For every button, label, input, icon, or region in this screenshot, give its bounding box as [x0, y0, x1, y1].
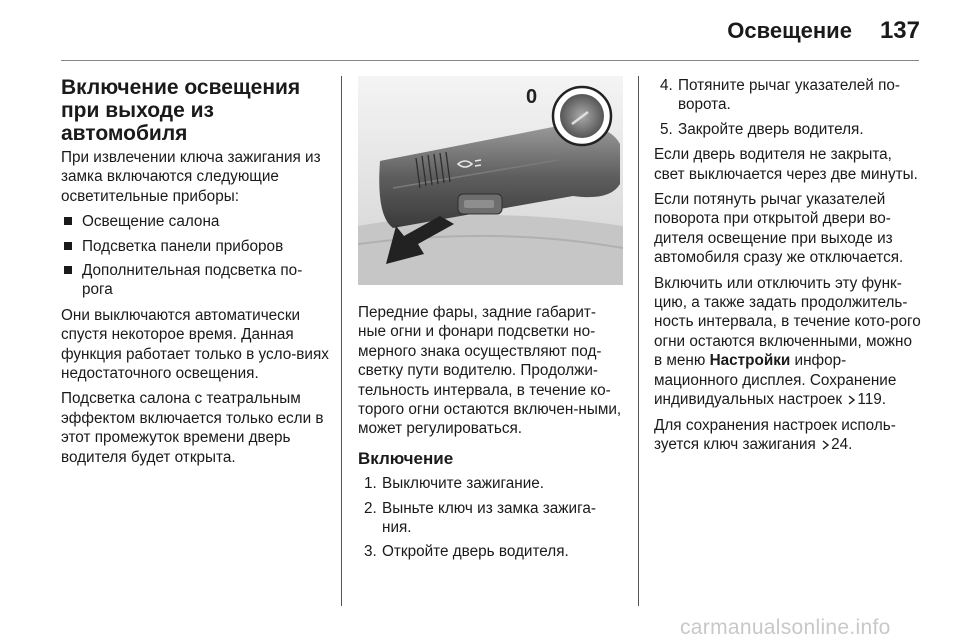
paragraph: Подсветка салона с театральным эффектом включается только если в этот промежуток времени дверь водителя будет открыта.	[61, 390, 324, 466]
watermark: carmanualsonline.info	[680, 616, 891, 639]
paragraph: Для сохранения настроек исполь-зуется ключ зажигания 24.	[654, 416, 896, 453]
turn-signal-lever-illustration	[358, 76, 623, 285]
page-number: 137	[879, 17, 920, 44]
list-item: Освещение салона	[61, 212, 329, 231]
square-bullet-icon	[64, 217, 72, 225]
column-right	[654, 76, 924, 460]
list-item: 2. Выньте ключ из замка зажига-ния.	[364, 499, 596, 537]
header-divider	[61, 60, 919, 61]
intro-paragraph: При извлечении ключа зажигания из замка включаются следующие осветительные приборы:	[61, 149, 321, 205]
list-item: Дополнительная подсветка по-рога	[61, 261, 329, 300]
paragraph: Включить или отключить эту функ-цию, а также задать продолжитель-ность интервала, в течение кото-рого огни остаются включенными, можно в меню Настройки инфор-мационного дисплея. Сохранение индивидуальных настроек 119.	[654, 274, 921, 409]
page-reference-icon	[848, 395, 855, 405]
lights-list	[61, 212, 329, 300]
page-reference[interactable]: 119.	[857, 391, 886, 409]
paragraph: Они выключаются автоматически спустя некоторое время. Данная функция работает только в усло-виях недостаточного освещения.	[61, 306, 329, 383]
heading-line: при выходе из	[61, 99, 214, 122]
list-item: 1. Выключите зажигание.	[364, 475, 545, 493]
list-item: 5. Закройте дверь водителя.	[660, 120, 864, 138]
paragraph: Если дверь водителя не закрыта, свет выключается через две минуты.	[654, 146, 918, 183]
subsection-heading: Включение	[358, 448, 454, 468]
heading-line: Включение освещения	[61, 76, 301, 99]
page-reference-icon	[822, 440, 829, 450]
square-bullet-icon	[64, 266, 72, 274]
list-item: 3. Откройте дверь водителя.	[364, 543, 569, 561]
square-bullet-icon	[64, 242, 72, 250]
menu-name: Настройки	[709, 352, 791, 370]
header-title: Освещение	[727, 18, 852, 43]
paragraph: Если потянуть рычаг указателей поворота при открытой двери во-дителя освещение при выходе из автомобиля сразу же отключается.	[654, 191, 904, 267]
page-header	[727, 14, 920, 48]
steps-list	[358, 474, 623, 562]
section-heading	[61, 76, 329, 145]
steps-list-continued	[654, 76, 924, 139]
paragraph: Передние фары, задние габарит-ные огни и фонари подсветки но-мерного знака осуществляют под-светку пути водителю. Продолжи-тельность интервала, в течение ко-торого огни остаются включен-ными, может регулироваться.	[358, 304, 622, 438]
list-item: Подсветка панели приборов	[61, 237, 329, 256]
column-middle	[358, 76, 623, 568]
list-item: 4. Потяните рычаг указателей по-ворота.	[660, 77, 900, 114]
switch-position-label: 0	[526, 86, 538, 108]
heading-line: автомобиля	[61, 122, 188, 145]
column-left	[61, 76, 329, 473]
column-divider	[638, 76, 639, 606]
column-divider	[341, 76, 342, 606]
page-reference[interactable]: 24.	[831, 435, 853, 453]
